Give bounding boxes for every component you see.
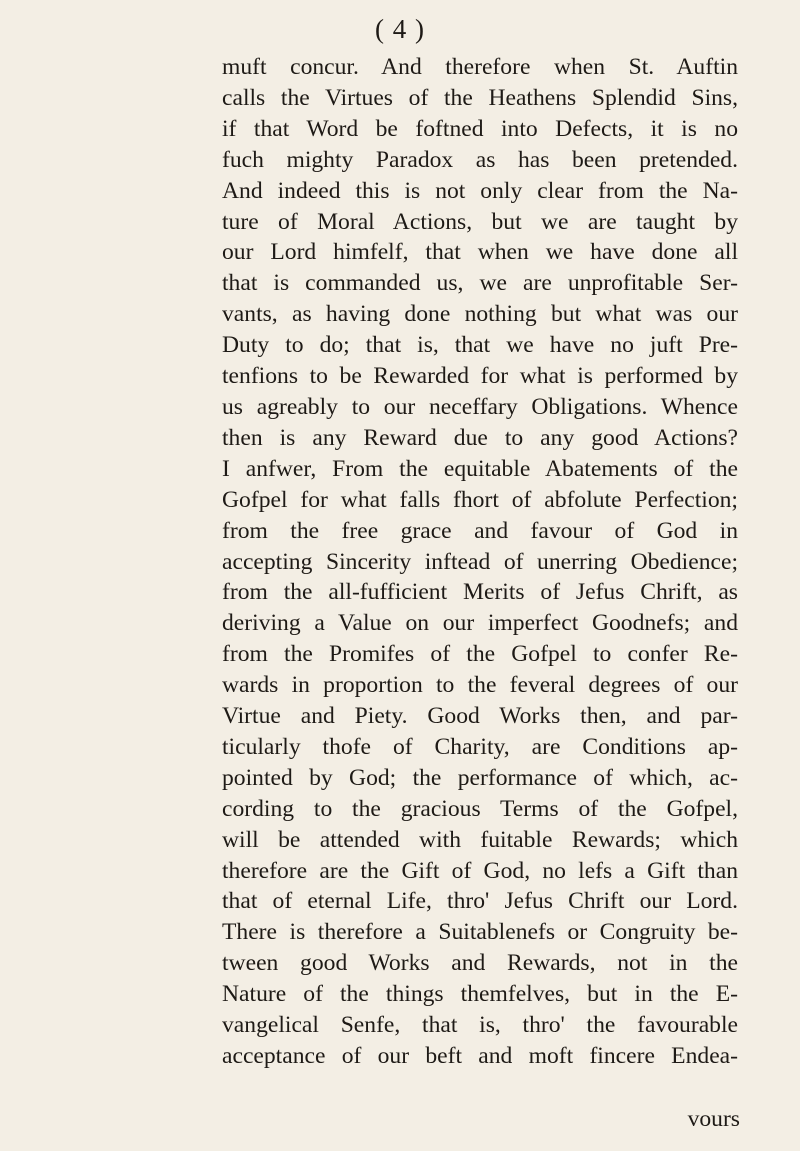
text-line: pointed by God; the performance of which, ac- (222, 764, 738, 791)
text-line: calls the Virtues of the Heathens Splendid Sins, (222, 84, 738, 111)
text-line: Nature of the things themfelves, but in the E- (222, 981, 738, 1008)
text-line: vants, as having done nothing but what was our (222, 301, 738, 328)
text-line: Gofpel for what falls fhort of abfolute Perfection; (222, 486, 738, 513)
text-line: There is therefore a Suitablenefs or Congruity be- (222, 919, 738, 946)
text-line: then is any Reward due to any good Actions? (222, 424, 738, 451)
text-line: ture of Moral Actions, but we are taught by (222, 208, 738, 235)
page-number: ( 4 ) (375, 14, 425, 44)
text-line: from the all-fufficient Merits of Jefus Chrift, as (222, 579, 738, 606)
text-line: vangelical Senfe, that is, thro' the favourable (222, 1012, 738, 1039)
text-line: that is commanded us, we are unprofitable Ser- (222, 270, 738, 297)
text-line: I anfwer, From the equitable Abatements of the (222, 455, 738, 482)
text-line: Virtue and Piety. Good Works then, and par- (222, 703, 738, 730)
text-line: accepting Sincerity inftead of unerring Obedience; (222, 548, 738, 575)
catchword: vours (687, 1106, 740, 1132)
text-line: will be attended with fuitable Rewards; which (222, 826, 738, 853)
text-line: us agreably to our neceffary Obligations. Whence (222, 393, 738, 420)
text-line: wards in proportion to the feveral degrees of our (222, 672, 738, 699)
text-line: deriving a Value on our imperfect Goodnefs; and (222, 610, 738, 637)
text-line: from the free grace and favour of God in (222, 517, 738, 544)
text-line: acceptance of our beft and moft fincere Endea- (222, 1043, 738, 1069)
text-line: ticularly thofe of Charity, are Conditions ap- (222, 733, 738, 760)
text-line: therefore are the Gift of God, no lefs a Gift than (222, 857, 738, 884)
text-line: Duty to do; that is, that we have no juft Pre- (222, 332, 738, 359)
text-line: from the Promifes of the Gofpel to confer Re- (222, 641, 738, 668)
text-line: And indeed this is not only clear from the Na- (222, 177, 738, 204)
text-line: tenfions to be Rewarded for what is performed by (222, 363, 738, 390)
text-line: our Lord himfelf, that when we have done all (222, 239, 738, 266)
text-line: tween good Works and Rewards, not in the (222, 950, 738, 977)
text-line: that of eternal Life, thro' Jefus Chrift our Lord. (222, 888, 738, 915)
text-line: if that Word be foftned into Defects, it is no (222, 115, 738, 142)
text-line: muft concur. And therefore when St. Auftin (222, 54, 738, 80)
body-text (222, 52, 738, 1072)
text-line: cording to the gracious Terms of the Gofpel, (222, 795, 738, 822)
text-line: fuch mighty Paradox as has been pretended. (222, 146, 738, 173)
